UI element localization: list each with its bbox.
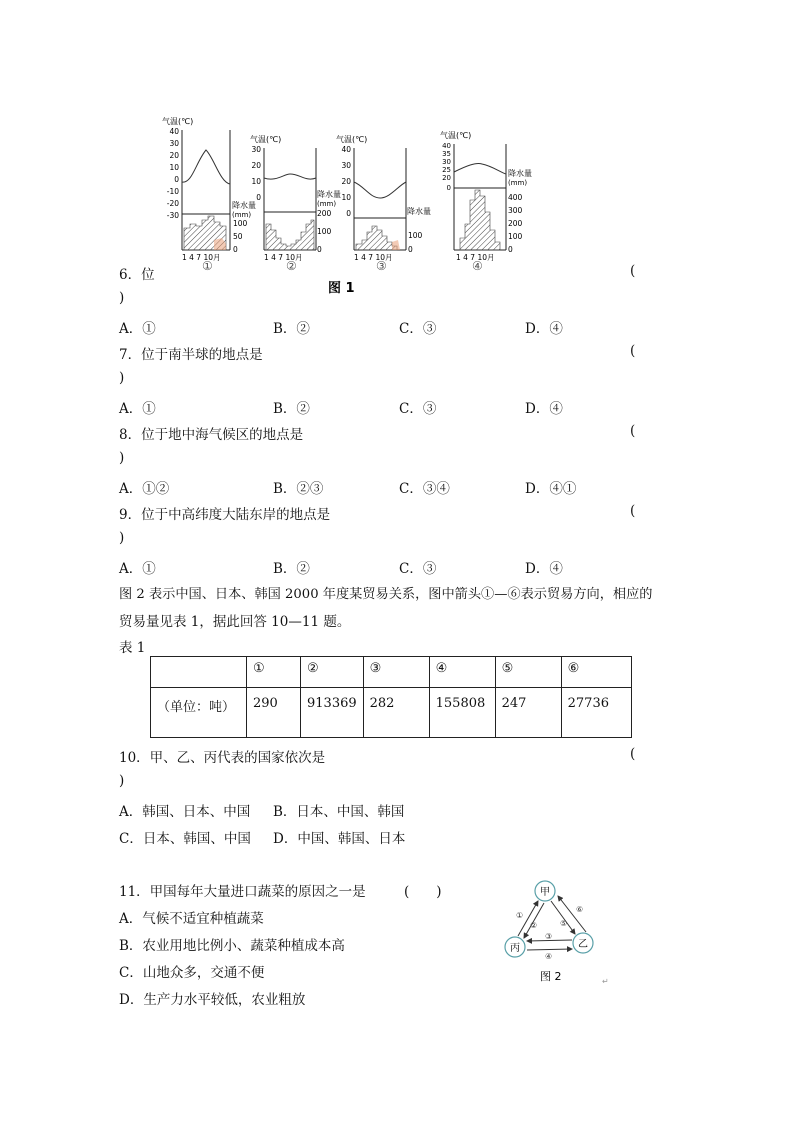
temp-tick: 25 — [442, 166, 451, 174]
temp-tick: 10 — [341, 193, 351, 202]
node-label: 丙 — [510, 943, 520, 954]
answer-paren-close: ) — [119, 773, 125, 789]
table-row — [151, 688, 632, 738]
option-b[interactable]: B．②③ — [273, 481, 324, 497]
table-header-row — [151, 657, 632, 688]
table-header-cell: ① — [247, 657, 301, 688]
precip-tick: 50 — [233, 232, 243, 241]
answer-paren-close: ) — [119, 530, 125, 546]
precip-tick: 100 — [233, 219, 248, 228]
temp-tick: 30 — [341, 161, 351, 170]
question-11-stem: 11．甲国每年大量进口蔬菜的原因之一是 — [119, 884, 366, 900]
option-d[interactable]: D．④ — [525, 321, 563, 337]
question-9-stem: 9．位于中高纬度大陆东岸的地点是 — [119, 507, 331, 523]
answer-paren-open: ( — [630, 503, 636, 519]
temp-tick: 20 — [442, 174, 451, 182]
trade-diagram — [498, 876, 618, 988]
question-8-stem: 8．位于地中海气候区的地点是 — [119, 427, 304, 443]
table-cell: 155808 — [429, 688, 495, 738]
temp-tick: 30 — [442, 158, 451, 166]
temp-tick: 20 — [251, 161, 261, 170]
precip-tick: 100 — [317, 227, 332, 236]
climate-chart-3 — [336, 134, 431, 273]
option-c[interactable]: C．③ — [399, 561, 437, 577]
table-header-cell: ④ — [429, 657, 495, 688]
temp-tick: 35 — [442, 150, 451, 158]
temp-tick: -20 — [166, 199, 179, 208]
option-c[interactable]: C．③ — [399, 321, 437, 337]
arrow-4 — [527, 949, 572, 950]
intro-line-1: 图 2 表示中国、日本、韩国 2000 年度某贸易关系，图中箭头①—⑥表示贸易方向，相应的 — [119, 587, 653, 602]
option-a[interactable]: A．① — [119, 321, 156, 337]
temp-tick: 10 — [169, 163, 179, 172]
option-c[interactable]: C．日本、韩国、中国 — [119, 831, 251, 847]
return-mark-icon: ↵ — [602, 977, 609, 986]
chart-label: ④ — [472, 259, 483, 273]
temp-tick: 40 — [341, 145, 351, 154]
climate-charts-svg — [150, 112, 550, 297]
answer-paren-close: ) — [119, 290, 125, 306]
answer-paren-close: ) — [119, 450, 125, 466]
temp-tick: 0 — [174, 175, 179, 184]
month-axis: 1 4 7 10月 — [354, 253, 393, 262]
precip-axis-unit: (mm) — [317, 200, 337, 208]
table-cell: 282 — [363, 688, 429, 738]
option-d[interactable]: D．④ — [525, 561, 563, 577]
option-c[interactable]: C．③ — [399, 401, 437, 417]
question-6-stem: 6．位 — [119, 267, 155, 283]
temp-axis-title: 气温(℃) — [162, 117, 194, 126]
table-cell: （单位：吨） — [151, 688, 247, 738]
precip-axis-title: 降水量 — [317, 190, 341, 199]
climate-chart-4 — [440, 130, 532, 273]
temp-tick: -30 — [166, 211, 179, 220]
option-a[interactable]: A．韩国、日本、中国 — [119, 804, 251, 820]
table-header-cell: ⑤ — [495, 657, 561, 688]
option-b[interactable]: B．② — [273, 401, 310, 417]
table-cell: 27736 — [561, 688, 631, 738]
temp-tick: 30 — [169, 139, 179, 148]
precip-tick: 0 — [233, 245, 238, 254]
climate-chart-2 — [250, 134, 341, 273]
answer-paren-open: ( — [630, 263, 636, 279]
precip-tick: 0 — [508, 245, 513, 254]
temp-tick: 0 — [256, 193, 261, 202]
temp-tick: 20 — [341, 177, 351, 186]
answer-paren-open: ( — [630, 343, 636, 359]
precip-tick: 300 — [508, 206, 523, 215]
figure-caption: 图 1 — [328, 281, 355, 296]
precip-tick: 200 — [508, 219, 523, 228]
table-cell: 913369 — [301, 688, 364, 738]
table-cell: 290 — [247, 688, 301, 738]
chart-label: ② — [286, 259, 297, 273]
table-label: 表 1 — [119, 640, 146, 656]
precip-tick: 200 — [317, 209, 332, 218]
question-7-stem: 7．位于南半球的地点是 — [119, 347, 263, 363]
node-label: 甲 — [540, 887, 550, 898]
option-c[interactable]: C．山地众多，交通不便 — [119, 965, 265, 981]
precip-tick: 400 — [508, 193, 523, 202]
option-d[interactable]: D．④① — [525, 481, 577, 497]
temp-tick: 20 — [169, 151, 179, 160]
precip-tick: 0 — [408, 245, 413, 254]
precip-axis-unit: (mm) — [232, 211, 252, 219]
option-d[interactable]: D．④ — [525, 401, 563, 417]
arrow-label: ③ — [545, 932, 553, 941]
chart-label: ① — [202, 259, 213, 273]
option-b[interactable]: B．日本、中国、韩国 — [273, 804, 405, 820]
precip-axis-title: 降水量 — [407, 207, 431, 216]
option-a[interactable]: A．① — [119, 561, 156, 577]
question-10-stem: 10．甲、乙、丙代表的国家依次是 — [119, 750, 326, 766]
table-header-cell: ⑥ — [561, 657, 631, 688]
answer-paren-open: ( — [630, 423, 636, 439]
option-a[interactable]: A．气候不适宜种植蔬菜 — [119, 911, 264, 927]
option-a[interactable]: A．①② — [119, 481, 170, 497]
option-c[interactable]: C．③④ — [399, 481, 450, 497]
option-d[interactable]: D．生产力水平较低，农业粗放 — [119, 992, 306, 1008]
arrow-label: ⑥ — [576, 905, 584, 914]
answer-paren-close: ) — [119, 370, 125, 386]
temp-tick: 30 — [251, 145, 261, 154]
precip-tick: 100 — [508, 232, 523, 241]
precip-tick: 0 — [317, 245, 322, 254]
option-b[interactable]: B．② — [273, 321, 310, 337]
precip-tick: 100 — [408, 231, 423, 240]
month-axis: 1 4 7 10月 — [456, 253, 495, 262]
figure-caption: 图 2 — [540, 970, 562, 983]
arrow-5 — [551, 901, 575, 934]
arrow-label: ① — [516, 911, 524, 920]
option-b[interactable]: B．农业用地比例小、蔬菜种植成本高 — [119, 938, 345, 954]
temp-axis-title: 气温(℃) — [336, 135, 368, 144]
table-header-cell — [151, 657, 247, 688]
option-a[interactable]: A．① — [119, 401, 156, 417]
node-label: 乙 — [578, 939, 588, 950]
precip-axis-title: 降水量 — [232, 201, 256, 210]
temp-tick: -10 — [166, 187, 179, 196]
temp-tick: 0 — [346, 209, 351, 218]
temp-tick: 10 — [251, 177, 261, 186]
arrow-label: ④ — [545, 952, 553, 961]
chart-label: ③ — [376, 259, 387, 273]
month-axis: 1 4 7 10月 — [182, 253, 221, 262]
arrow-label: ② — [530, 921, 538, 930]
table-header-cell: ② — [301, 657, 364, 688]
temp-axis-title: 气温(℃) — [440, 131, 472, 140]
table-cell: 247 — [495, 688, 561, 738]
answer-paren-open: ( — [630, 746, 636, 762]
precip-axis-title: 降水量 — [508, 169, 532, 178]
temp-tick: 40 — [442, 142, 451, 150]
month-axis: 1 4 7 10月 — [264, 253, 303, 262]
temp-axis-title: 气温(℃) — [250, 135, 282, 144]
option-b[interactable]: B．② — [273, 561, 310, 577]
answer-paren: ( ) — [404, 884, 442, 900]
option-d[interactable]: D．中国、韩国、日本 — [273, 831, 406, 847]
trade-table — [150, 656, 632, 738]
table-header-cell: ③ — [363, 657, 429, 688]
intro-line-2: 贸易量见表 1，据此回答 10—11 题。 — [119, 614, 351, 630]
precip-axis-unit: (mm) — [508, 179, 528, 187]
climate-chart-1 — [162, 116, 256, 273]
temp-tick: 40 — [169, 127, 179, 136]
temp-tick: 0 — [446, 184, 451, 192]
arrow-label: ⑤ — [560, 919, 568, 928]
